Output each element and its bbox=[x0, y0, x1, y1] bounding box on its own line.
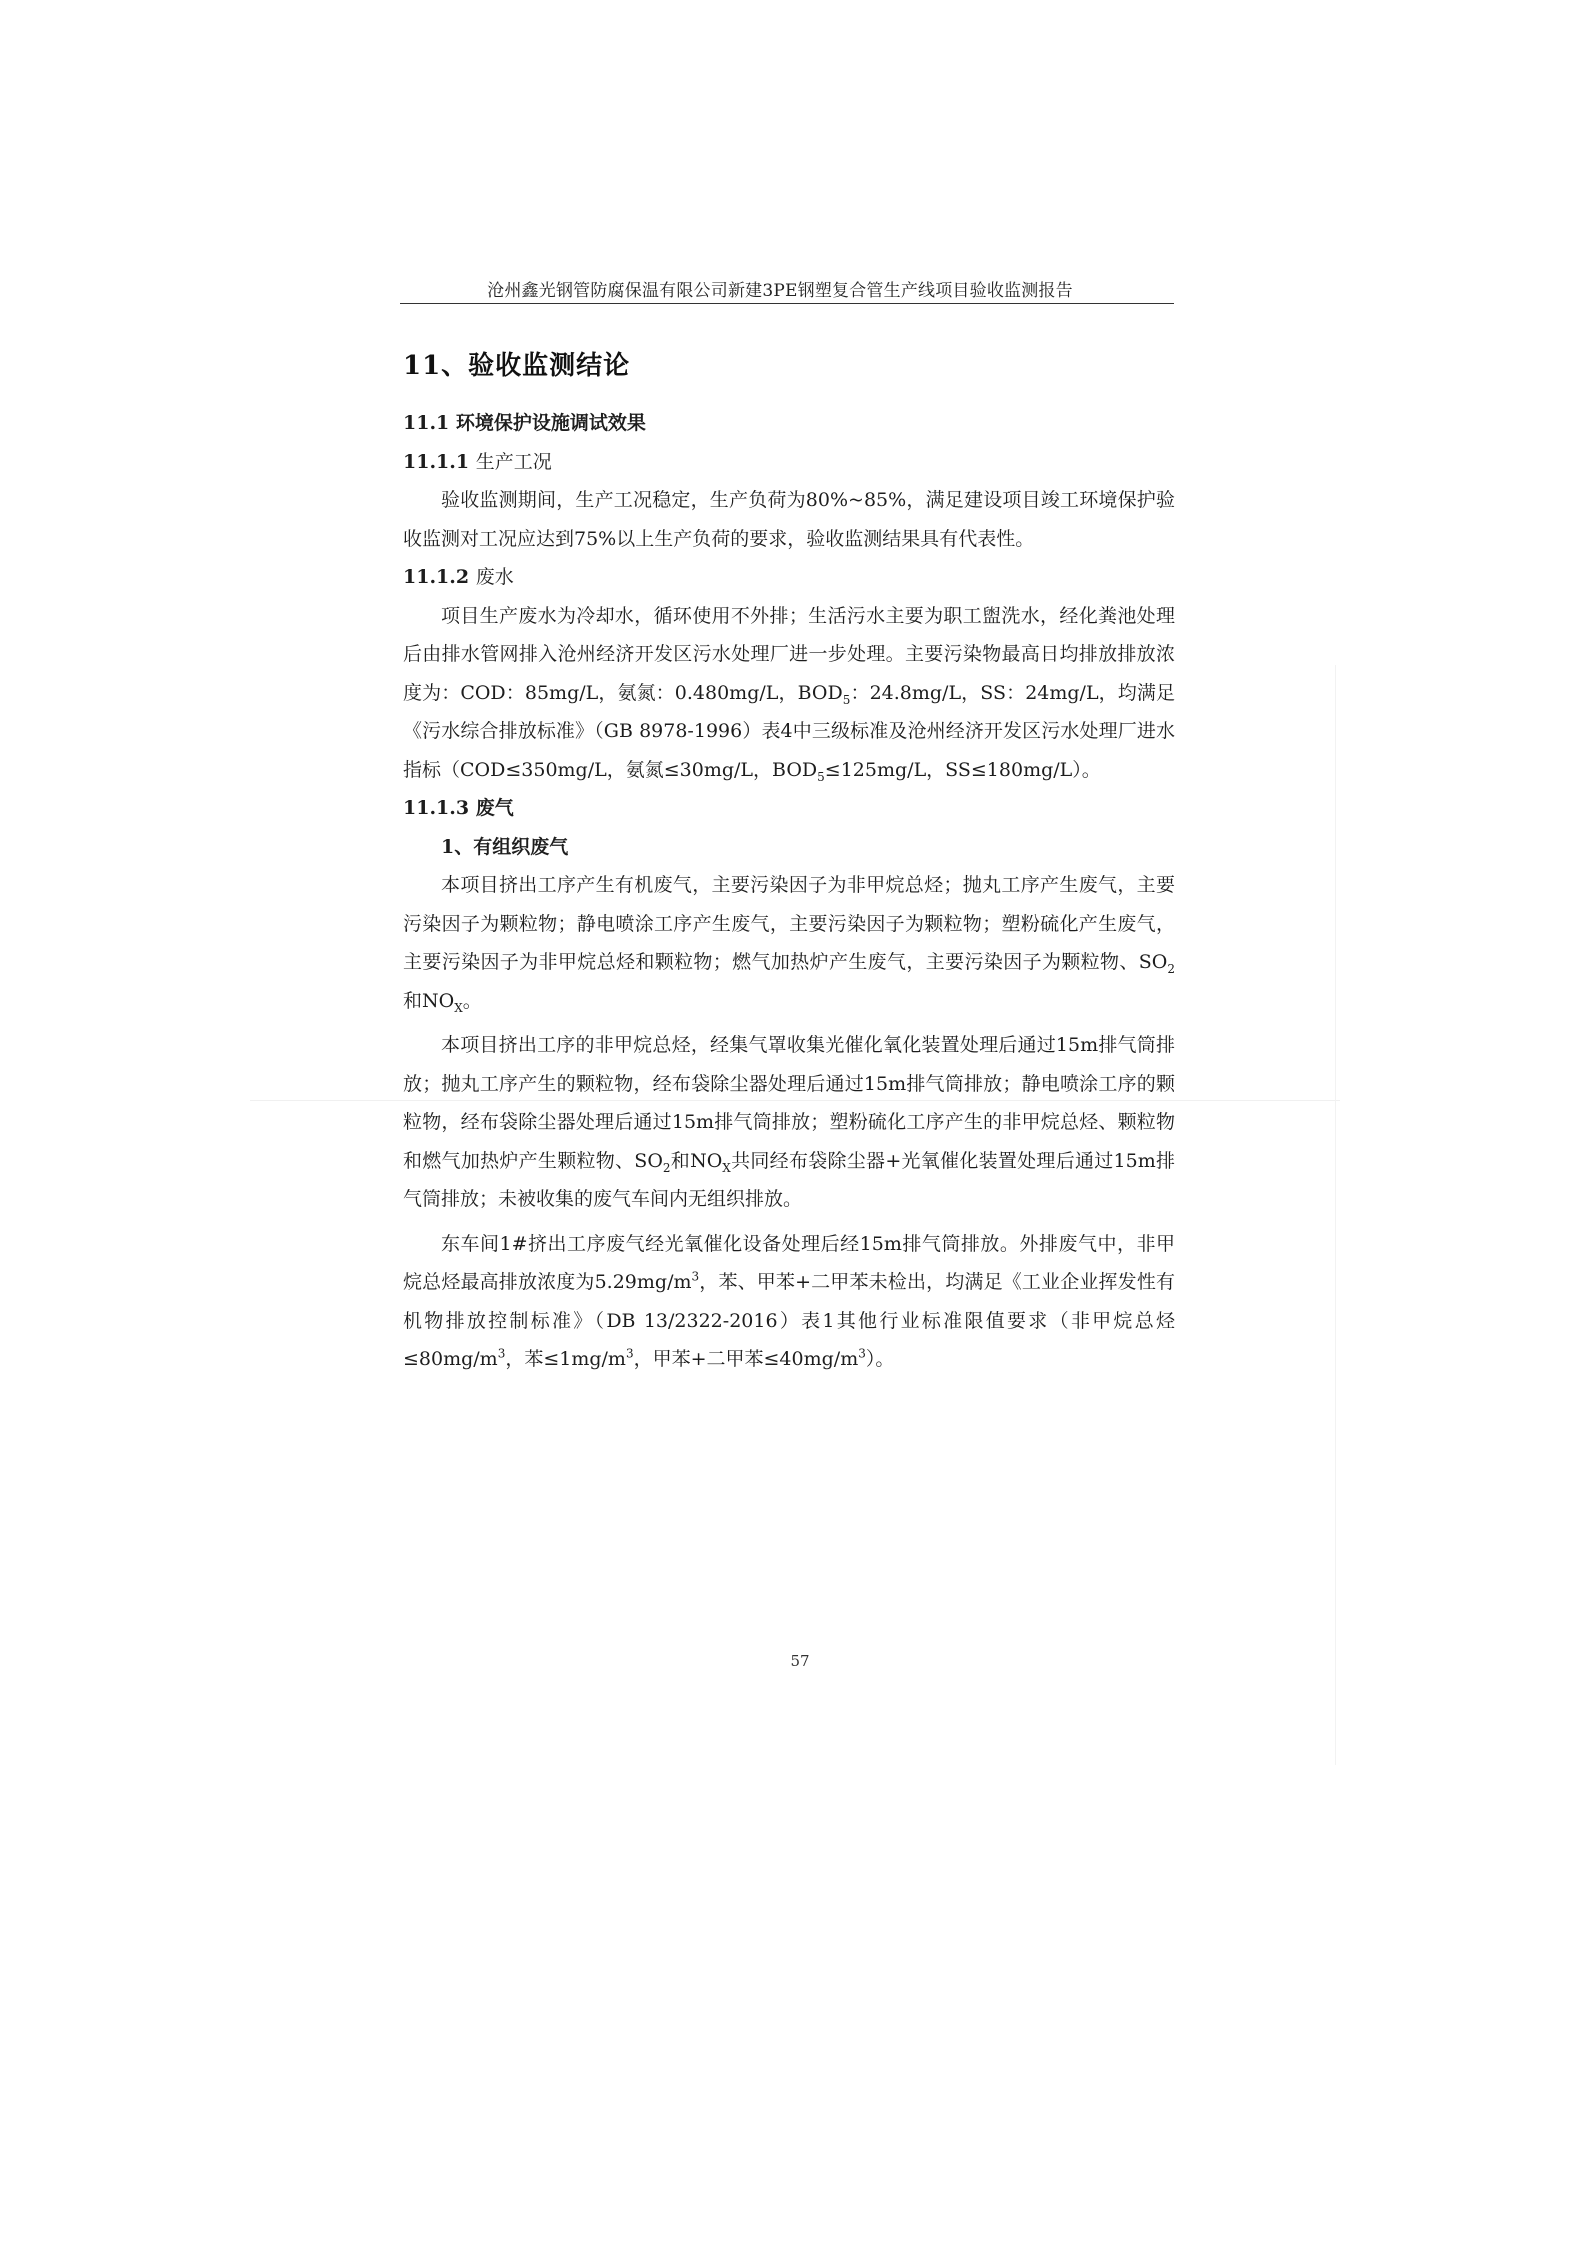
text-run: 东车间1#挤出工序废气经光氧催化设备处理后经15m排气筒排放。外排废气中，非甲烷总烃最高排放浓度为5.29mg/m bbox=[403, 1232, 1175, 1293]
subscript: X bbox=[454, 1000, 463, 1015]
paragraph-east-workshop-results bbox=[403, 1225, 1175, 1379]
text-run: ：24.8mg/L，SS：24mg/L，均满足《污水综合排放标准》（GB 8978-1996）表4中三级标准及沧州经济开发区污水处理厂进水指标（COD≤350mg/L，氨氮≤30mg/L，BOD bbox=[403, 681, 1175, 781]
text-run: 。 bbox=[462, 989, 482, 1012]
section-heading-11-1 bbox=[403, 404, 1175, 443]
subscript: 2 bbox=[1167, 961, 1175, 976]
section-title: 生产工况 bbox=[475, 450, 552, 473]
subscript: 2 bbox=[662, 1160, 671, 1175]
text-run: 和NO bbox=[403, 989, 455, 1012]
superscript: 3 bbox=[691, 1269, 700, 1284]
scan-artifact-edge bbox=[1335, 665, 1336, 1765]
section-title: 废气 bbox=[475, 797, 514, 819]
text-run: 共同经布袋除尘器+光氧催化装置处理后通过15m排气筒排放；未被收集的废气车间内无组织排放。 bbox=[403, 1149, 1176, 1210]
section-number: 11.1.2 bbox=[403, 566, 470, 588]
section-number: 11.1.1 bbox=[403, 450, 470, 473]
chapter-title: 11、验收监测结论 bbox=[403, 351, 631, 381]
superscript: 3 bbox=[497, 1346, 506, 1361]
paragraph-production-conditions: 验收监测期间，生产工况稳定，生产负荷为80%~85%，满足建设项目竣工环境保护验收监测对工况应达到75%以上生产负荷的要求，验收监测结果具有代表性。 bbox=[403, 489, 1175, 550]
header-divider bbox=[400, 303, 1174, 304]
text-run: ）。 bbox=[865, 1348, 895, 1370]
paragraph-treatment-process bbox=[403, 1026, 1175, 1219]
text-run: 本项目挤出工序产生有机废气，主要污染因子为非甲烷总烃；抛丸工序产生废气，主要污染因子为颗粒物；静电喷涂工序产生废气，主要污染因子为颗粒物；塑粉硫化产生废气，主要污染因子为非甲烷总烃和颗粒物；燃气加热炉产生废气，主要污染因子为颗粒物、SO bbox=[403, 874, 1175, 973]
section-title: 废水 bbox=[475, 566, 514, 588]
text-run: ≤125mg/L，SS≤180mg/L）。 bbox=[824, 758, 1101, 781]
report-body bbox=[403, 404, 1175, 1379]
section-heading-11-1-3 bbox=[403, 789, 1175, 828]
section-heading-11-1-2 bbox=[403, 558, 1175, 597]
superscript: 3 bbox=[858, 1346, 866, 1361]
section-number: 11.1.3 bbox=[403, 797, 470, 819]
text-run: 本项目挤出工序的非甲烷总烃，经集气罩收集光催化氧化装置处理后通过15m排气筒排放；抛丸工序产生的颗粒物，经布袋除尘器处理后通过15m排气筒排放；静电喷涂工序的颗粒物，经布袋除尘器处理后通过15m排气筒排放；塑粉硫化工序产生的非甲烷总烃、颗粒物和燃气加热炉产生颗粒物、SO bbox=[403, 1034, 1175, 1172]
paragraph-wastewater bbox=[403, 597, 1175, 790]
text-run: ，苯、甲苯+二甲苯未检出，均满足《工业企业挥发性有机物排放控制标准》（DB 13/2322-2016）表1其他行业标准限值要求（非甲烷总烃≤80mg/m bbox=[403, 1271, 1175, 1370]
subscript: 5 bbox=[842, 692, 851, 707]
subscript: 5 bbox=[817, 769, 825, 784]
page-number: 57 bbox=[790, 1652, 810, 1670]
subscript: X bbox=[722, 1160, 731, 1175]
paragraph-emission-sources bbox=[403, 866, 1175, 1020]
text-run: 项目生产废水为冷却水，循环使用不外排；生活污水主要为职工盥洗水，经化粪池处理后由排水管网排入沧州经济开发区污水处理厂进一步处理。主要污染物最高日均排放排放浓度为：COD：85mg/L，氨氮：0.480mg/L，BOD bbox=[403, 604, 1175, 704]
section-heading-11-1-text: 11.1 环境保护设施调试效果 bbox=[403, 412, 646, 434]
running-header: 沧州鑫光钢管防腐保温有限公司新建3PE钢塑复合管生产线项目验收监测报告 bbox=[487, 281, 1073, 301]
text-run: ，甲苯+二甲苯≤40mg/m bbox=[633, 1348, 859, 1370]
text-run: 和NO bbox=[670, 1149, 723, 1172]
subsection-organized-emissions: 1、有组织废气 bbox=[441, 835, 569, 858]
superscript: 3 bbox=[625, 1346, 634, 1361]
text-run: ，苯≤1mg/m bbox=[505, 1348, 626, 1370]
section-heading-11-1-1 bbox=[403, 443, 1175, 482]
